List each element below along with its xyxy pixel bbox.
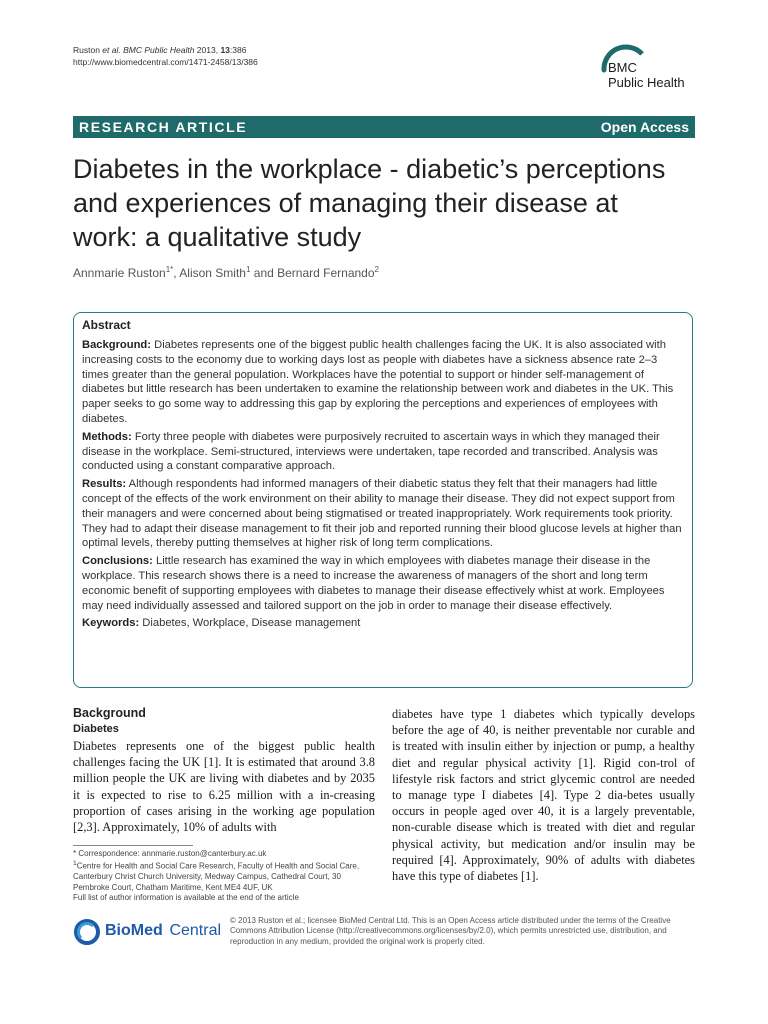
journal-logo-text: [608, 60, 685, 90]
body-paragraph: Diabetes represents one of the biggest public health challenges facing the UK [1]. It is estimated that around 3.8 million people the UK are living with diabetes and by 2035 it is expected to rise to 6.25 million with a in-creasing proportion of cases arising in the working age population [2,3]. Approximately, 10% of adults with: [73, 739, 375, 835]
author-name: Annmarie Ruston: [73, 266, 166, 280]
author-affiliation: 1: [245, 265, 251, 274]
section-heading: Background: [73, 706, 146, 720]
abstract-box: [73, 312, 693, 688]
abstract-methods: Methods: Forty three people with diabetes were purposively recruited to ascertain ways in which they managed their disease in the workplace. Semi-structured, interviews were undertaken, tape recorded and transcribed. Analysis was conducted using a constant comparative approach.: [82, 430, 660, 473]
abstract-keywords: Keywords: Diabetes, Workplace, Disease management: [82, 617, 361, 630]
abstract-results: Results: Although respondents had informed managers of their diabetic status they felt that their managers had little concept of the effects of the work environment on their ability to manage their disease. They did not expect support from their managers and were concerned about being stigmatised or treated inappropriately. Work requirements took priority. They had to adapt their disease management to fit their job and reported running their blood glucose levels at higher than optimal levels, thereby putting themselves at higher risk of long term complications.: [82, 478, 682, 550]
article-url[interactable]: http://www.biomedcentral.com/1471-2458/13/386: [73, 57, 258, 67]
copyright-notice: © 2013 Ruston et al.; licensee BioMed Central Ltd. This is an Open Access article distributed under the terms of the Creative Commons Attribution License (http://creativecommons.org/licenses/by/2.0), which permits unrestricted use, distribution, and reproduction in any medium, provided the original work is properly cited.: [230, 916, 671, 946]
logo-line-1: BMC: [608, 60, 637, 75]
author-info-note: Full list of author information is available at the end of the article: [73, 892, 299, 902]
abstract-conclusions: Conclusions: Little research has examined the way in which employees with diabetes manage their disease in the workplace. This research shows there is a need to increase the awareness of managers of the short and long term economic benefit of supporting employees with diabetes to manage their disease effectively whist at work. Employees may need individually assessed and tailored support on the job in order to manage their disease effectively.: [82, 555, 665, 612]
title-line-3: work: a qualitative study: [73, 222, 362, 252]
affiliation: $^1$Centre for Health and Social Care Research, Faculty of Health and Social Care, Canterbury Christ Church University, Medway Campus, Cathedral Court, 30 Pembroke Court, Chatham Maritime, Kent ME4 4UF, UK: [73, 860, 360, 892]
title-line-1: Diabetes in the workplace - diabetic’s perceptions: [73, 154, 666, 184]
body-paragraph: diabetes have type 1 diabetes which typically develops before the age of 40, is neither preventable nor curable and is treated with insulin either by injection or pump, a healthy diet and regular physical activity [1]. Rigid con-trol of lifestyle risk factors and strict glycemic control are needed to manage type I diabetes [4]. Type 2 dia-betes usually occurs in people aged over 40, it is a largely preventable, non-curable disease which is treated with diet and regular physical activity, but medication and/or insulin may be required [4]. Approximately, 90% of adults with diabetes have this type of diabetes [1].: [392, 707, 695, 884]
citation-line: Ruston et al. BMC Public Health 2013, 13:386: [73, 45, 247, 55]
biomed-central-logo: [73, 914, 223, 950]
footnote: [73, 849, 378, 903]
author-list: [73, 265, 379, 280]
title-line-2: and experiences of managing their disease at: [73, 188, 618, 218]
logo-word-central: Central: [165, 922, 222, 939]
logo-word-biomed: BioMed: [105, 922, 163, 939]
author-affiliation: 1*: [165, 265, 174, 274]
footnote-divider: [73, 845, 193, 846]
author-name: , Alison Smith: [173, 266, 246, 280]
author-affiliation: 2: [374, 265, 379, 274]
logo-line-2: Public Health: [608, 75, 685, 90]
subsection-heading: Diabetes: [73, 723, 119, 735]
body-left-column: [73, 706, 375, 835]
citation-header: [73, 44, 258, 68]
body-right-column: [392, 706, 695, 884]
abstract-background: Background: Diabetes represents one of the biggest public health challenges facing the UK. It is also associated with increasing costs to the economy due to working days lost as people with diabetes have a sickness absence rate 2–3 times greater than the general population. Workplaces have the potential to support or hinder self-management of diabetes but little research has been undertaken to examine the relationship between work and diabetes in the UK. This paper seeks to go some way to addressing this gap by exploring the perceptions and experiences of employees with diabetes.: [82, 339, 674, 425]
article-type-banner: [73, 116, 695, 138]
abstract-heading: Abstract: [82, 318, 131, 332]
author-name: and Bernard Fernando: [250, 266, 375, 280]
open-access-label: Open Access: [600, 119, 689, 135]
correspondence-email[interactable]: * Correspondence: annmarie.ruston@canterbury.ac.uk: [73, 849, 267, 858]
article-title: [73, 152, 713, 254]
biomed-swirl-icon: [73, 918, 101, 946]
article-type-label: RESEARCH ARTICLE: [79, 119, 248, 135]
